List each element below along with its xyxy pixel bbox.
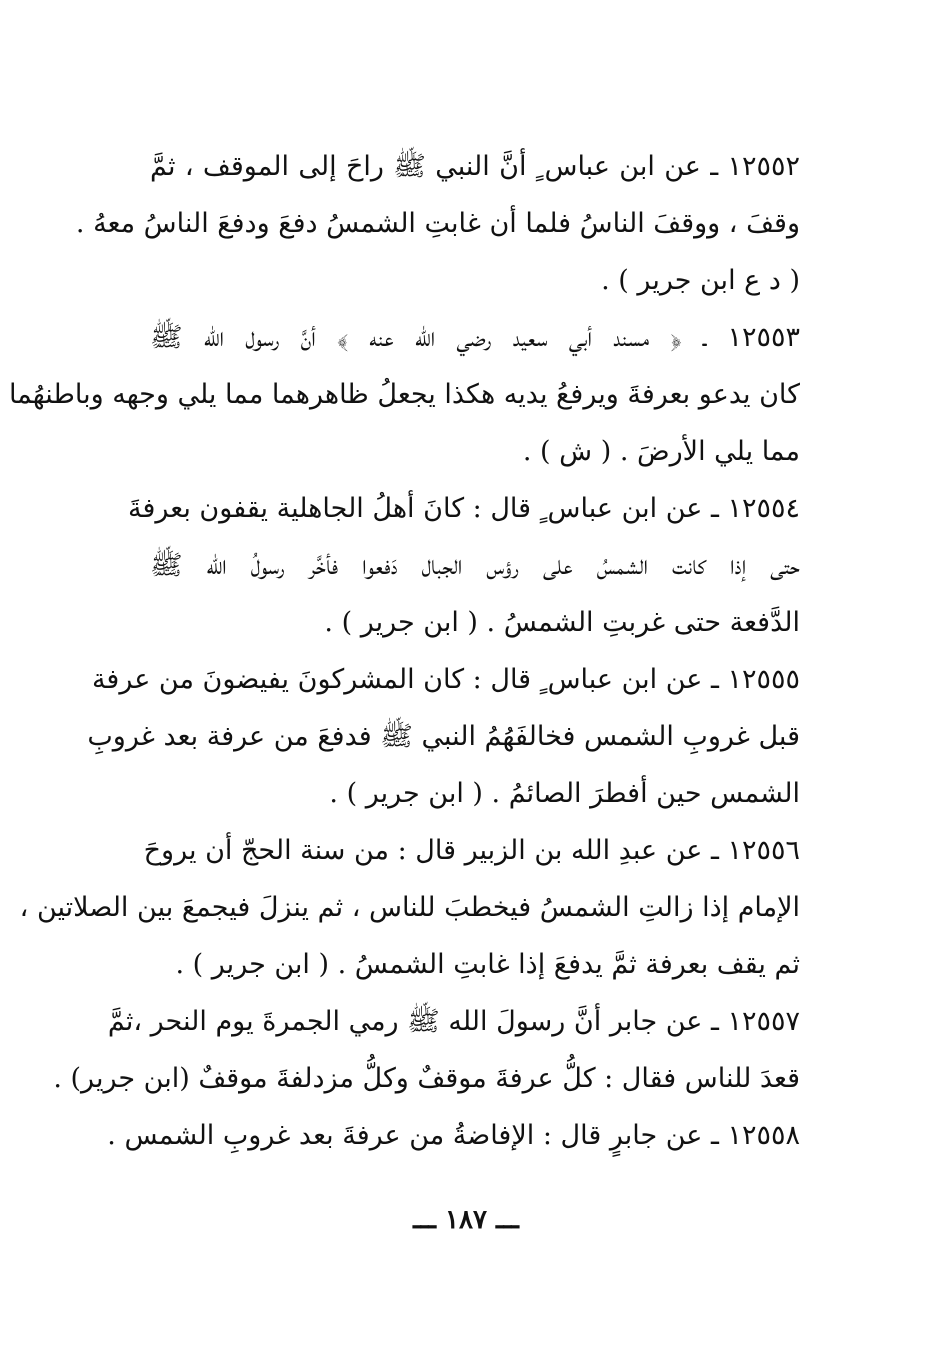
text-line: الشمس حين أفطرَ الصائمُ . ( ابن جرير ) . bbox=[329, 778, 800, 809]
text-line: ١٢٥٥٨ ـ عن جابرٍ قال : الإفاضةُ من عرفةَ بعد غروبِ الشمس . bbox=[107, 1120, 800, 1151]
hadith-entry-12558 bbox=[107, 1107, 800, 1164]
text-line: ١٢٥٥٤ ـ عن ابن عباس ٍ قال : كانَ أهلُ الجاهلية يقفون بعرفةَ bbox=[128, 493, 800, 524]
hadith-text-block bbox=[8, 138, 800, 1164]
text-line: قبل غروبِ الشمس فخالفَهُمُ النبي ﷺ فدفعَ من عرفة بعد غروبِ bbox=[87, 721, 800, 752]
text-line: حتى إذا كانت الشمسُ على رؤس الجبال دَفعوا فأخَّر رسولُ الله ﷺ bbox=[150, 550, 800, 581]
text-line: ١٢٥٥٣ ـ ﴿ مسند أبي سعيد رضي الله عنه ﴾ أنَّ رسول الله ﷺ bbox=[150, 322, 800, 353]
text-line: ١٢٥٥٧ ـ عن جابر أنَّ رسولَ الله ﷺ رمي الجمرةَ يوم النحر ،ثمَّ bbox=[107, 1006, 800, 1037]
text-line: ثم يقف بعرفة ثمَّ يدفعَ إذا غابتِ الشمسُ . ( ابن جرير ) . bbox=[175, 949, 800, 980]
text-line: ١٢٥٥٥ ـ عن ابن عباس ٍ قال : كان المشركونَ يفيضونَ من عرفة bbox=[91, 664, 800, 695]
text-line: مما يلي الأرضَ . ( ش ) . bbox=[522, 436, 800, 467]
text-line: ١٢٥٥٢ ـ عن ابن عباس ٍ أنَّ النبي ﷺ راحَ إلى الموقف ، ثمَّ bbox=[150, 151, 800, 182]
hadith-entry-12554 bbox=[128, 480, 800, 651]
text-line: ١٢٥٥٦ ـ عن عبدِ الله بن الزبير قال : من سنة الحجّ أن يروحَ bbox=[143, 835, 800, 866]
text-line: ( د ع ابن جرير ) . bbox=[601, 265, 800, 296]
text-line: قعدَ للناس فقال : كلُّ عرفةَ موقفٌ وكلُّ مزدلفةَ موقفٌ (ابن جرير) . bbox=[53, 1063, 800, 1094]
hadith-entry-12557 bbox=[53, 993, 800, 1107]
page-number: ـــ ١٨٧ ـــ bbox=[413, 1205, 519, 1235]
hadith-entry-12555 bbox=[87, 651, 800, 822]
hadith-entry-12556 bbox=[19, 822, 800, 993]
text-line: وقفَ ، ووقفَ الناسُ فلما أن غابتِ الشمسُ دفعَ ودفعَ الناسُ معهُ . bbox=[75, 208, 800, 239]
text-line: الإمام إذا زالتِ الشمسُ فيخطبَ للناس ، ثم ينزلَ فيجمعَ بين الصلاتين ، bbox=[19, 892, 800, 923]
text-line: الدَّفعة حتى غربتِ الشمسُ . ( ابن جرير ) . bbox=[324, 607, 800, 638]
hadith-entry-12553 bbox=[8, 309, 800, 480]
hadith-entry-12552 bbox=[75, 138, 800, 309]
text-line: كان يدعو بعرفةَ ويرفعُ يديه هكذا يجعلُ ظاهرهما مما يلي وجهه وباطنهُما bbox=[8, 379, 800, 410]
